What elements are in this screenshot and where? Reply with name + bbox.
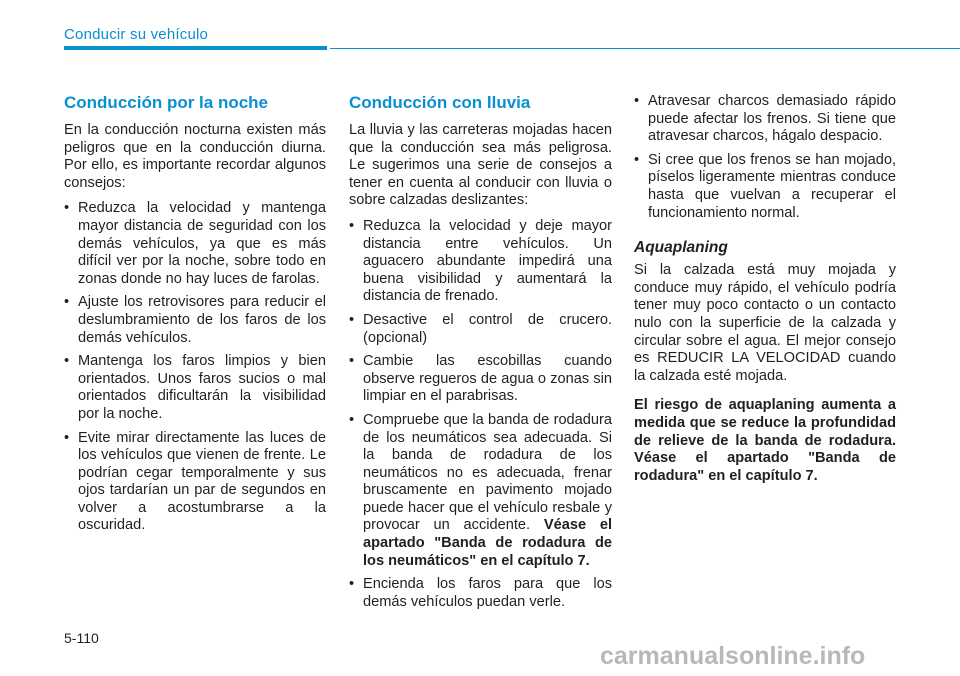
- night-intro: En la conducción nocturna existen más peligros que en la conducción diurna. Por ello, es importante recordar algunos consejos:: [64, 122, 326, 191]
- tread-text: Compruebe que la banda de rodadura de los neumáticos sea adecuada. Si la banda de rodadura de los neumáticos no es adecuada, frenar bruscamente en pavimento mojado puede hacer que el vehículo resbale y provocar un accidente.: [363, 411, 612, 534]
- list-item: • Cambie las escobillas cuando observe regueros de agua o zonas sin limpiar en el parabrisas.: [349, 353, 612, 406]
- watermark: carmanualsonline.info: [600, 642, 866, 670]
- rain-continued-list: [634, 93, 896, 222]
- header-rule-thin: [330, 48, 960, 49]
- list-item: • Atravesar charcos demasiado rápido puede afectar los frenos. Si tiene que atravesar charcos, hágalo despacio.: [634, 93, 896, 146]
- list-item: • Encienda los faros para que los demás vehículos puedan verle.: [349, 576, 612, 611]
- list-item: • Desactive el control de crucero. (opcional): [349, 312, 612, 347]
- tread-reference: Véase el apartado "Banda de rodadura de los neumáticos" en el capítulo 7.: [363, 517, 612, 569]
- night-bullet-list: [64, 200, 326, 535]
- list-item: • Reduzca la velocidad y mantenga mayor distancia de seguridad con los demás vehículos, ya que es más difícil ver por la noche, sobre todo en zonas donde no hay luces de farolas.: [64, 200, 326, 288]
- list-item: • Reduzca la velocidad y deje mayor distancia entre vehículos. Un aguacero abundante impedirá una buena visibilidad y aumentará la distancia de frenado.: [349, 218, 612, 306]
- rain-column: [349, 92, 612, 617]
- list-item: • Evite mirar directamente las luces de los vehículos que vienen de frente. Le podrían cegar temporalmente y sus ojos tardarían un par de segundos en volver a acostumbrarse a la oscuridad.: [64, 430, 326, 536]
- aquaplaning-warning: El riesgo de aquaplaning aumenta a medida que se reduce la profundidad de relieve de la banda de rodadura. Véase el apartado "Banda de rodadura" en el capítulo 7.: [634, 397, 896, 484]
- night-heading: Conducción por la noche: [64, 93, 269, 112]
- list-item-tread: [349, 412, 612, 570]
- list-item: • Ajuste los retrovisores para reducir el deslumbramiento de los faros de los demás vehículos.: [64, 294, 326, 347]
- header-rule-thick: [64, 46, 327, 50]
- list-item: • Mantenga los faros limpios y bien orientados. Unos faros sucios o mal orientados dificultarán la visibilidad por la noche.: [64, 353, 326, 423]
- rain-heading: Conducción con lluvia: [349, 93, 531, 112]
- night-column: [64, 92, 326, 541]
- section-title: Conducir su vehículo: [64, 26, 209, 43]
- rain-bullet-list: [349, 218, 612, 611]
- aquaplaning-body: Si la calzada está muy mojada y conduce muy rápido, el vehículo podría tener muy poco contacto o un contacto nulo con la superficie de la calzada y circular sobre el agua. El mejor consejo es REDUCIR LA VELOCIDAD cuando la calzada esté mojada.: [634, 262, 896, 384]
- page-number: 5-110: [64, 630, 99, 646]
- aquaplaning-column: [634, 93, 896, 485]
- aquaplaning-heading: Aquaplaning: [634, 239, 728, 257]
- list-item: • Si cree que los frenos se han mojado, píselos ligeramente mientras conduce hasta que vuelvan a recuperar el funcionamiento normal.: [634, 152, 896, 222]
- rain-intro: La lluvia y las carreteras mojadas hacen que la conducción sea más peligrosa. Le sugerimos una serie de consejos a tener en cuenta al conducir con lluvia o sobre calzadas deslizantes:: [349, 122, 612, 209]
